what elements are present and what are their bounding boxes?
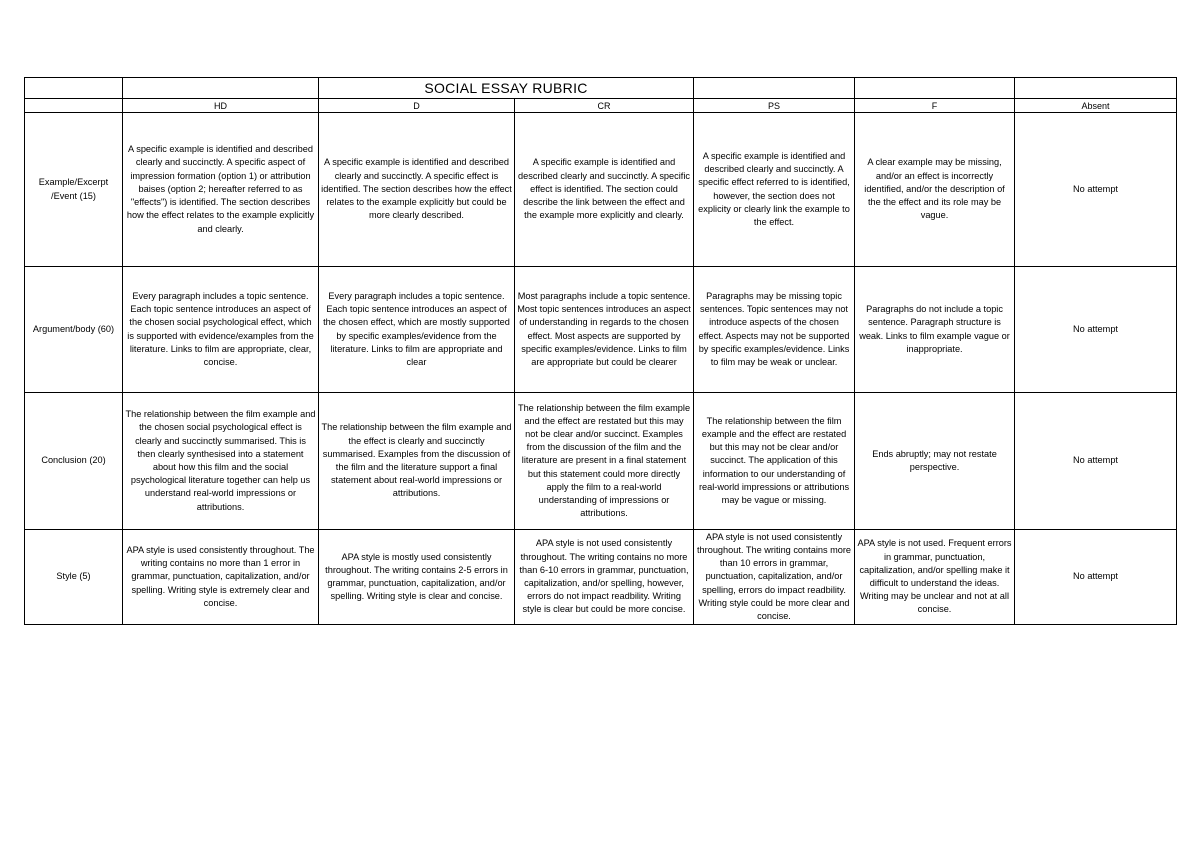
descriptor-cell: APA style is not used. Frequent errors in grammar, punctuation, capitalization, and/or spelling make it difficult to understand the ideas. Writing may be unclear and not at all concise. [855,530,1015,625]
descriptor-cell: A specific example is identified and described clearly and succinctly. A specific effect is identified. The section could describe the link between the effect and the example more explicitly and clearly. [515,113,694,267]
rubric-title: SOCIAL ESSAY RUBRIC [319,78,694,99]
criterion-label: Conclusion (20) [25,393,123,530]
descriptor-cell: No attempt [1015,113,1177,267]
descriptor-cell: APA style is not used consistently throughout. The writing contains more than 10 errors in grammar, punctuation, capitalization, and/or spelling, errors do impact readbility. Writing style could be more clear and concise. [694,530,855,625]
criterion-label: Style (5) [25,530,123,625]
grade-header-hd: HD [123,99,319,113]
grade-header-f: F [855,99,1015,113]
rubric-table [24,77,1177,625]
criterion-row-conclusion [25,393,1177,530]
descriptor-cell: APA style is not used consistently throughout. The writing contains no more than 6-10 errors in grammar, punctuation, capitalization, and/or spelling, however, errors do not impact readbility. Writing style is clear but could be more concise. [515,530,694,625]
grade-header-absent: Absent [1015,99,1177,113]
descriptor-cell: The relationship between the film example and the effect are restated but this may not be clear and/or succinct. The application of this information to our understanding of real-world impressions or attributions may be vague or missing. [694,393,855,530]
descriptor-cell: The relationship between the film example and the chosen social psychological effect is clearly and succinctly summarised. This is then clearly synthesised into a statement about how this film and the social psychological literature together can help us understand real-world impressions or attributions. [123,393,319,530]
descriptor-cell: A specific example is identified and described clearly and succinctly. A specific aspect of impression formation (option 1) or attribution baises (option 2; hereafter referred to as "effects") is identified. The section describes how the effect relates to the example explicitly and clearly. [123,113,319,267]
title-blank-cell [855,78,1015,99]
descriptor-cell: A clear example may be missing, and/or an effect is incorrectly identified, and/or the description of the the effect and its role may be vague. [855,113,1015,267]
descriptor-cell: APA style is mostly used consistently throughout. The writing contains 2-5 errors in grammar, punctuation, capitalization, and/or spelling. Writing style is clear and concise. [319,530,515,625]
descriptor-cell: A specific example is identified and described clearly and succinctly. A specific effect referred to is identified, however, the section does not explicity or clearly link the example to the effect. [694,113,855,267]
descriptor-cell: Every paragraph includes a topic sentence. Each topic sentence introduces an aspect of the chosen effect, which are mostly supported by specific examples/evidence from the literature. Links to film are appropriate and clear [319,267,515,393]
criterion-row-argument [25,267,1177,393]
criterion-row-style [25,530,1177,625]
grade-header-d: D [319,99,515,113]
descriptor-cell: No attempt [1015,530,1177,625]
header-blank-cell [25,99,123,113]
corner-cell [25,78,123,99]
title-blank-cell [1015,78,1177,99]
descriptor-cell: A specific example is identified and described clearly and succinctly. A specific effect is identified. The section describes how the effect relates to the example explicitly but could be more clearly described. [319,113,515,267]
descriptor-cell: The relationship between the film example and the effect are restated but this may not be clear and/or succinct. Examples from the discussion of the film and the literature are present in a final statement but this statement could more directly apply the film to a real-world understanding of impressions or attributions. [515,393,694,530]
criterion-row-example [25,113,1177,267]
grade-header-row [25,99,1177,113]
descriptor-cell: No attempt [1015,267,1177,393]
descriptor-cell: Paragraphs do not include a topic sentence. Paragraph structure is weak. Links to film example vague or inappropriate. [855,267,1015,393]
descriptor-cell: APA style is used consistently throughout. The writing contains no more than 1 error in grammar, punctuation, capitalization, and/or spelling. Writing style is extremely clear and concise. [123,530,319,625]
descriptor-cell: Ends abruptly; may not restate perspective. [855,393,1015,530]
title-blank-cell [694,78,855,99]
title-row [25,78,1177,99]
descriptor-cell: No attempt [1015,393,1177,530]
grade-header-cr: CR [515,99,694,113]
descriptor-cell: Every paragraph includes a topic sentence. Each topic sentence introduces an aspect of the chosen social psychological effect, which is supported with evidence/examples from the literature. Links to film are appropriate, clear, concise. [123,267,319,393]
title-blank-cell [123,78,319,99]
descriptor-cell: The relationship between the film example and the effect is clearly and succinctly summarised. Examples from the discussion of the film and the literature support a final statement about real-world impressions or attributions. [319,393,515,530]
criterion-label: Example/Excerpt /Event (15) [25,113,123,267]
grade-header-ps: PS [694,99,855,113]
criterion-label: Argument/body (60) [25,267,123,393]
descriptor-cell: Paragraphs may be missing topic sentences. Topic sentences may not introduce aspects of the chosen effect. Aspects may not be supported by specific examples/evidence. Links to film may be weak or unclear. [694,267,855,393]
descriptor-cell: Most paragraphs include a topic sentence. Most topic sentences introduces an aspect of understanding in regards to the chosen effect. Most aspects are supported by specific examples/evidence. Links to film are appropriate but could be clearer [515,267,694,393]
